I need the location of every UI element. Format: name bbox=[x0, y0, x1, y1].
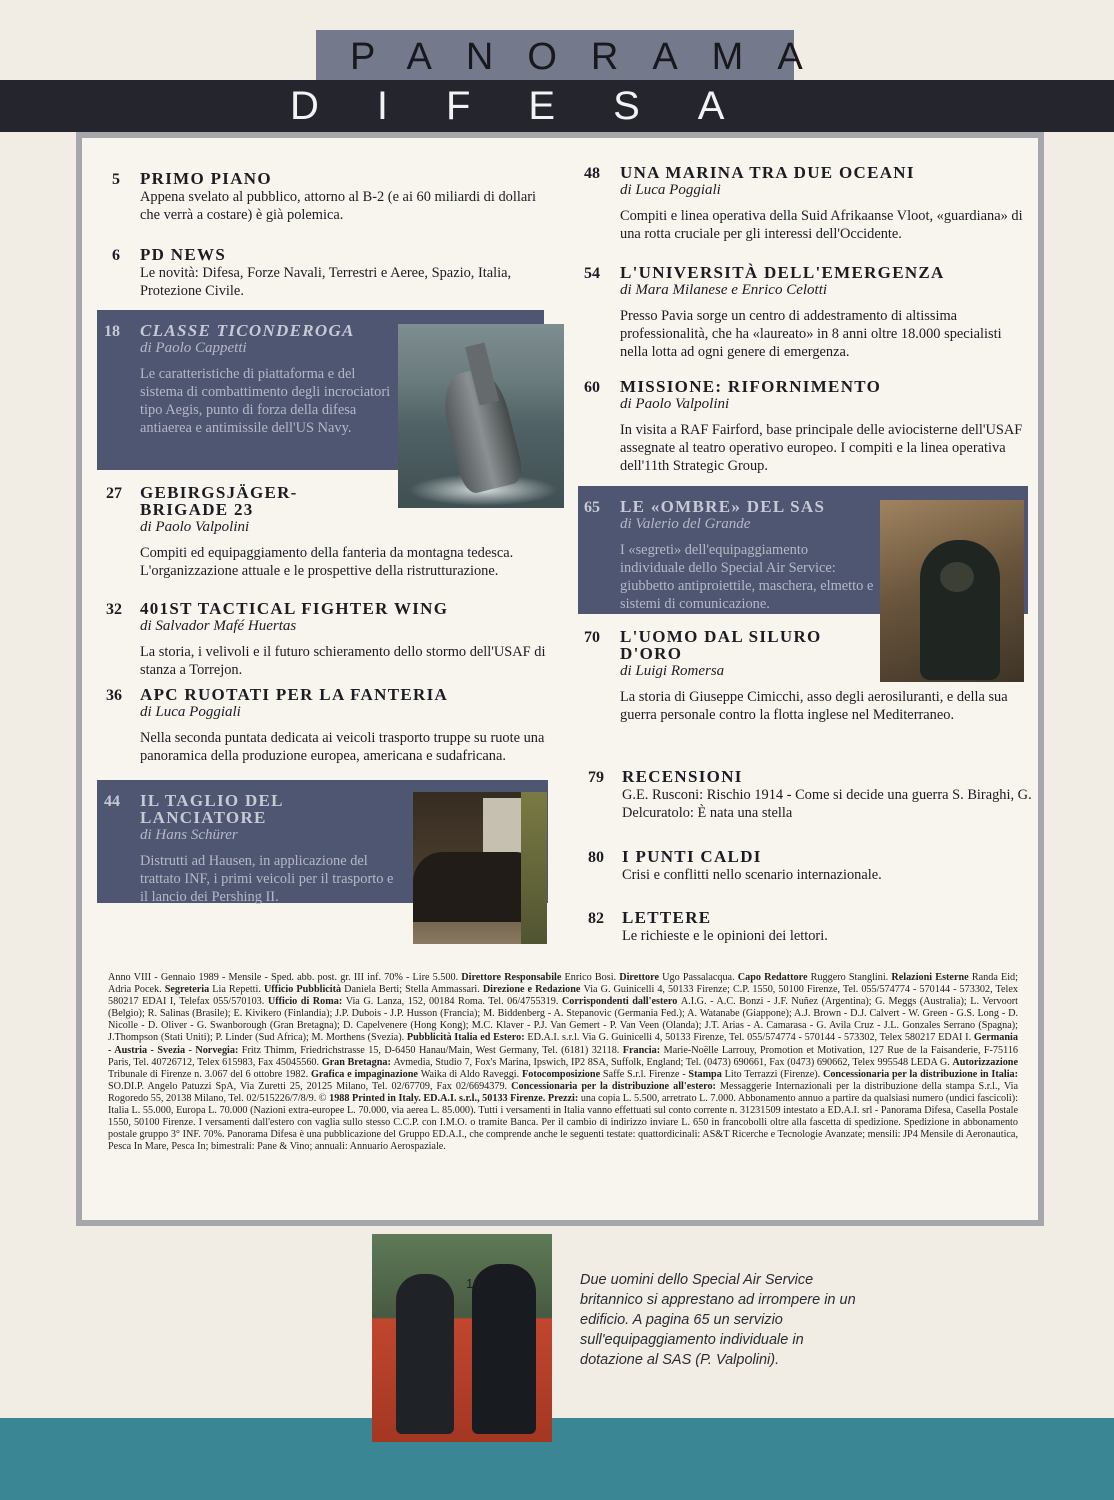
page-number: 5 bbox=[112, 171, 120, 188]
credit-heading: Stampa bbox=[688, 1068, 725, 1080]
entry-title: 401ST TACTICAL FIGHTER WING bbox=[140, 599, 449, 618]
credit-heading: Concessionaria per la distribuzione in Italia: bbox=[822, 1068, 1019, 1080]
credit-text: Ugo Passalacqua. bbox=[662, 972, 738, 983]
credit-heading: Concessionaria per la distribuzione all'estero: bbox=[511, 1080, 720, 1092]
entry-description: Appena svelato al pubblico, attorno al B-2 (e ai 60 miliardi di dollari che verrà a costare) è già polemica. bbox=[140, 189, 537, 223]
credit-text: Messaggerie Internazionali per la distribuzione della stampa S.r.l., Via Rogoredo 55, 20138 Milano, Tel. 02/515226/7/8/9. © bbox=[108, 1080, 1018, 1104]
credit-text: Lito Terrazzi (Firenze). bbox=[724, 1068, 823, 1080]
page-number: 36 bbox=[106, 687, 122, 704]
entry-description: Crisi e conflitti nello scenario internazionale. bbox=[622, 867, 882, 883]
entry-title: PRIMO PIANO bbox=[140, 169, 272, 188]
entry-author: di Mara Milanese e Enrico Celotti bbox=[620, 282, 828, 298]
entry-description: Le caratteristiche di piattaforma e del sistema di combattimento degli incrociatori tipo Aegis, punto di forza della difesa antiaerea e antimissile dell'US Navy. bbox=[140, 366, 391, 436]
entry-description: La storia, i velivoli e il futuro schieramento dello stormo dell'USAF di stanza a Torrejon. bbox=[140, 644, 546, 678]
entry-author: di Valerio del Grande bbox=[620, 516, 751, 532]
entry-description: Nella seconda puntata dedicata ai veicoli trasporto truppe su ruote una panoramica della produzione europea, americana e sudafricana. bbox=[140, 730, 545, 764]
toc-entry[interactable] bbox=[108, 600, 548, 679]
entry-description: La storia di Giuseppe Cimicchi, asso degli aerosiluranti, e della sua guerra personale contro la flotta inglese nel Mediterraneo. bbox=[620, 689, 1008, 723]
toc-entry[interactable] bbox=[584, 378, 1024, 475]
credit-heading: Grafica e impaginazione bbox=[310, 1068, 421, 1080]
photo-caption: Due uomini dello Special Air Service britannico si apprestano ad irrompere in un edificio. A pagina 65 un servizio sull'equipaggiamento individuale in dotazione al SAS (P. Valpolini). bbox=[580, 1272, 856, 1368]
credit-heading: Direttore bbox=[619, 972, 663, 983]
credit-text: Fritz Thimm, Friedrichstrasse 15, D-6450 Hanau/Main, West Germany, Tel. (6181) 32118. bbox=[241, 1044, 623, 1056]
credit-heading: Relazioni Esterne bbox=[891, 972, 972, 983]
masthead-top-band bbox=[316, 30, 837, 80]
masthead-difesa: DIFESA bbox=[290, 84, 783, 128]
page-number: 80 bbox=[588, 849, 604, 866]
entry-author: di Paolo Cappetti bbox=[140, 340, 247, 356]
entry-description: Compiti e linea operativa della Suid Afrikaanse Vloot, «guardiana» di una rotta cruciale per gli interessi dell'Occidente. bbox=[620, 208, 1023, 242]
entry-title: UNA MARINA TRA DUE OCEANI bbox=[620, 163, 915, 182]
toc-entry[interactable] bbox=[104, 792, 396, 906]
entry-description: I «segreti» dell'equipaggiamento individuale dello Special Air Service: giubbetto antiproiettile, maschera, elmetto e sistemi di comunicazione. bbox=[620, 542, 874, 612]
cruiser-photo bbox=[398, 324, 564, 508]
credit-heading: Direttore Responsabile bbox=[461, 972, 565, 983]
credit-text: Tribunale di Firenze n. 3.067 del 6 ottobre 1982. bbox=[108, 1068, 311, 1080]
entry-title: I PUNTI CALDI bbox=[622, 847, 762, 866]
masthead-panorama: PANORAMA bbox=[350, 36, 837, 78]
entry-title: CLASSE TICONDEROGA bbox=[140, 321, 355, 340]
entry-author: di Luigi Romersa bbox=[620, 663, 725, 679]
credit-heading: Gran Bretagna: bbox=[321, 1056, 394, 1068]
entry-author: di Luca Poggiali bbox=[620, 182, 721, 198]
toc-entry[interactable] bbox=[586, 767, 1032, 822]
credit-text: Enrico Bosi. bbox=[564, 972, 620, 983]
page-number: 79 bbox=[588, 769, 604, 786]
page-number: 44 bbox=[104, 793, 120, 810]
door-number: 10 bbox=[466, 1276, 481, 1291]
page-number: 65 bbox=[584, 499, 600, 516]
page-number: 60 bbox=[584, 379, 600, 396]
entry-description: G.E. Rusconi: Rischio 1914 - Come si decide una guerra S. Biraghi, G. Delcuratolo: È nata una stella bbox=[622, 787, 1032, 821]
credit-text: ED.A.I. s.r.l. Via G. Guinicelli 4, 50133 Firenze, Tel. 055/574774 - 570144 - 573302, Telex 580217 EDAI I. bbox=[527, 1032, 974, 1044]
credit-heading: Ufficio di Roma: bbox=[267, 996, 346, 1008]
credit-heading: Francia: bbox=[622, 1044, 664, 1056]
page-number: 27 bbox=[106, 485, 122, 502]
credit-text: Randa Eid; Adria Pocek. bbox=[108, 972, 1018, 996]
toc-entry[interactable] bbox=[584, 628, 1024, 724]
entry-title: L'UNIVERSITÀ DELL'EMERGENZA bbox=[620, 263, 945, 282]
toc-entry[interactable] bbox=[586, 848, 1026, 884]
credit-heading: Direzione e Redazione bbox=[482, 984, 584, 996]
entry-title: LETTERE bbox=[622, 908, 712, 927]
entry-title: MISSIONE: RIFORNIMENTO bbox=[620, 377, 882, 396]
entry-description: Compiti ed equipaggiamento della fanteria da montagna tedesca. L'organizzazione attuale e le prospettive della ristrutturazione. bbox=[140, 545, 514, 579]
entry-title: IL TAGLIO DEL LANCIATORE bbox=[140, 791, 283, 827]
entry-title: GEBIRGSJÄGER-BRIGADE 23 bbox=[140, 483, 298, 519]
page-number: 18 bbox=[104, 323, 120, 340]
credit-text: Via G. Guinicelli 4, 50133 Firenze; C.P. 1550, 50100 Firenze, Tel. 055/574774 - 570144 - 573302, Telex 580217 EDAI I, Telefax 055/570103. bbox=[108, 984, 1018, 1008]
credit-heading: Capo Redattore bbox=[737, 972, 811, 983]
credit-heading: 1988 Printed in Italy. ED.A.I. s.r.l., 50133 Firenze. Prezzi: bbox=[329, 1092, 581, 1104]
credit-text: Avmedia, Studio 7, Fox's Marina, Ipswich, IP2 8SA, Suffolk, England; Tel. (0473) 690661, Fax (0473) 690662, Telex 995548 LEDA G. bbox=[393, 1056, 953, 1068]
entry-description: Distrutti ad Hausen, in applicazione del trattato INF, i primi veicoli per il trasporto e il lancio dei Pershing II. bbox=[140, 853, 394, 905]
toc-entry[interactable] bbox=[586, 909, 1026, 945]
page-number: 54 bbox=[584, 265, 600, 282]
credit-heading: Autorizzazione bbox=[952, 1056, 1018, 1068]
entry-title: PD NEWS bbox=[140, 245, 227, 264]
credit-text: Waika di Aldo Raveggi. bbox=[420, 1068, 522, 1080]
page-number: 32 bbox=[106, 601, 122, 618]
page-number: 48 bbox=[584, 165, 600, 182]
sas-breach-photo bbox=[372, 1234, 552, 1442]
entry-title: APC RUOTATI PER LA FANTERIA bbox=[140, 685, 449, 704]
entry-description: Le richieste e le opinioni dei lettori. bbox=[622, 928, 828, 944]
entry-title: LE «OMBRE» DEL SAS bbox=[620, 497, 826, 516]
entry-author: di Salvador Mafé Huertas bbox=[140, 618, 297, 634]
credit-heading: Corrispondenti dall'estero bbox=[561, 996, 681, 1008]
toc-entry[interactable] bbox=[584, 264, 1024, 361]
page-number: 6 bbox=[112, 247, 120, 264]
pershing-launcher-photo bbox=[413, 792, 547, 944]
credit-text: Anno VIII - Gennaio 1989 - Mensile - Sped. abb. post. gr. III inf. 70% - Lire 5.500. bbox=[108, 972, 462, 983]
credit-heading: Fotocomposizione bbox=[522, 1068, 603, 1080]
credit-text: Ruggero Stanglini. bbox=[810, 972, 892, 983]
credit-text: Daniela Berti; Stella Ammassari. bbox=[344, 984, 483, 996]
entry-title: RECENSIONI bbox=[622, 767, 743, 786]
credit-text: SO.DI.P. Angelo Patuzzi SpA, Via Zuretti 25, 20125 Milano, Tel. 02/67709, Fax 02/6694379. bbox=[108, 1080, 512, 1092]
entry-author: di Paolo Valpolini bbox=[140, 519, 250, 535]
page-number: 82 bbox=[588, 910, 604, 927]
publication-credits bbox=[108, 972, 1018, 1153]
toc-entry[interactable] bbox=[108, 686, 548, 765]
toc-entry[interactable] bbox=[108, 484, 548, 580]
credit-heading: Germania - Austria - Svezia - Norvegia: bbox=[108, 1032, 1018, 1056]
masthead-bottom-band bbox=[0, 80, 1114, 132]
credit-text: una copia L. 5.500, arretrato L. 7.000. Abbonamento annuo a partire da qualsiasi numero (undici fascicoli): Italia L. 55.000, Europa L. 70.000 (Nazioni extra-europee L. 70.000, via aerea L. 85.000). Tutti i versamenti in Italia vanno effettuati sul conto corrente n. 31231509 intestato a ED.A.I. srl - Panorama Difesa, Casella Postale 1550, 50100 Firenze. I versamenti dall'estero con vaglia sullo stesso C.C.P. con I.M.O. o tramite Banca. Per il cambio di indirizzo inviare L. 650 in francobolli oltre alla fascetta di spedizione. Spedizione in abbonamento postale gruppo 3° INF. 70%. Panorama Difesa è una pubblicazione del Gruppo ED.A.I., che comprende anche le seguenti testate: quattordicinali: AS&T Ricerche e Tecnologie Avanzate; mensili: JP4 Mensile di Aeronautica, Pesca In Mare, Pesca In; bimestrali: Pane & Vino; annuali: Annuario Aerospaziale. bbox=[108, 1092, 1018, 1153]
toc-entry[interactable] bbox=[104, 322, 394, 437]
entry-author: di Hans Schürer bbox=[140, 827, 238, 843]
entry-description: In visita a RAF Fairford, base principale delle aviocisterne dell'USAF assegnate al teatro operativo europeo. I compiti e la linea operativa dell'11th Strategic Group. bbox=[620, 422, 1023, 474]
toc-entry[interactable] bbox=[584, 498, 876, 613]
page-number: 70 bbox=[584, 629, 600, 646]
bottom-color-band bbox=[0, 1418, 1114, 1500]
entry-author: di Paolo Valpolini bbox=[620, 396, 730, 412]
credit-text: Marie-Noëlle Larrouy, Promotion et Motivation, 127 Rue de la Faisanderie, F-75116 Paris, Tel. 40726712, Telex 615983, Fax 45045560. bbox=[108, 1044, 1019, 1068]
credit-heading: Ufficio Pubblicità bbox=[263, 984, 345, 996]
entry-description: Le novità: Difesa, Forze Navali, Terrestri e Aeree, Spazio, Italia, Protezione Civile. bbox=[140, 265, 512, 299]
credit-text: Saffe S.r.l. Firenze - bbox=[602, 1068, 689, 1080]
toc-entry[interactable] bbox=[108, 246, 548, 300]
entry-title: L'UOMO DAL SILURO D'ORO bbox=[620, 627, 822, 663]
toc-entry[interactable] bbox=[584, 164, 1024, 243]
credit-text: Via G. Lanza, 152, 00184 Roma. Tel. 06/4755319. bbox=[345, 996, 562, 1008]
credit-text: Lia Repetti. bbox=[212, 984, 264, 996]
entry-author: di Luca Poggiali bbox=[140, 704, 241, 720]
credit-heading: Pubblicità Italia ed Estero: bbox=[406, 1032, 528, 1044]
toc-entry[interactable] bbox=[108, 170, 548, 224]
credit-heading: Segreteria bbox=[164, 984, 213, 996]
entry-description: Presso Pavia sorge un centro di addestramento di altissima professionalità, che ha «laureato» in 8 anni oltre 18.000 specialisti nella lotta ad ogni genere di emergenza. bbox=[620, 308, 1002, 360]
credit-text: A.I.G. - A.C. Bonzi - J.F. Nuñez (Argentina); G. Meggs (Australia); L. Vervoort (Belgio); R. Salinas (Brasile); E. Kivikero (Finlandia); J.P. Dubois - J.P. Husson (Francia); M. Biddenberg - A. Stepanovic (Germania Fed.); A. Watanabe (Giappone); A.J. Brown - D.J. Calvert - W. Green - G.S. Long - D. Nicolle - D. Oliver - G. Swanborough (Gran Bretagna); D. Capelvenere (Hong Kong); M.C. Klaver - P.J. Van Gemert - P. Van Veen (Olanda); J.T. Arias - A. Camarasa - G. Avila Cruz - J.L. Gonzales Serrano (Spagna); J.Thompson (Stati Uniti); P. Linder (Sud Africa); M. Morthens (Svezia). bbox=[108, 996, 1019, 1044]
